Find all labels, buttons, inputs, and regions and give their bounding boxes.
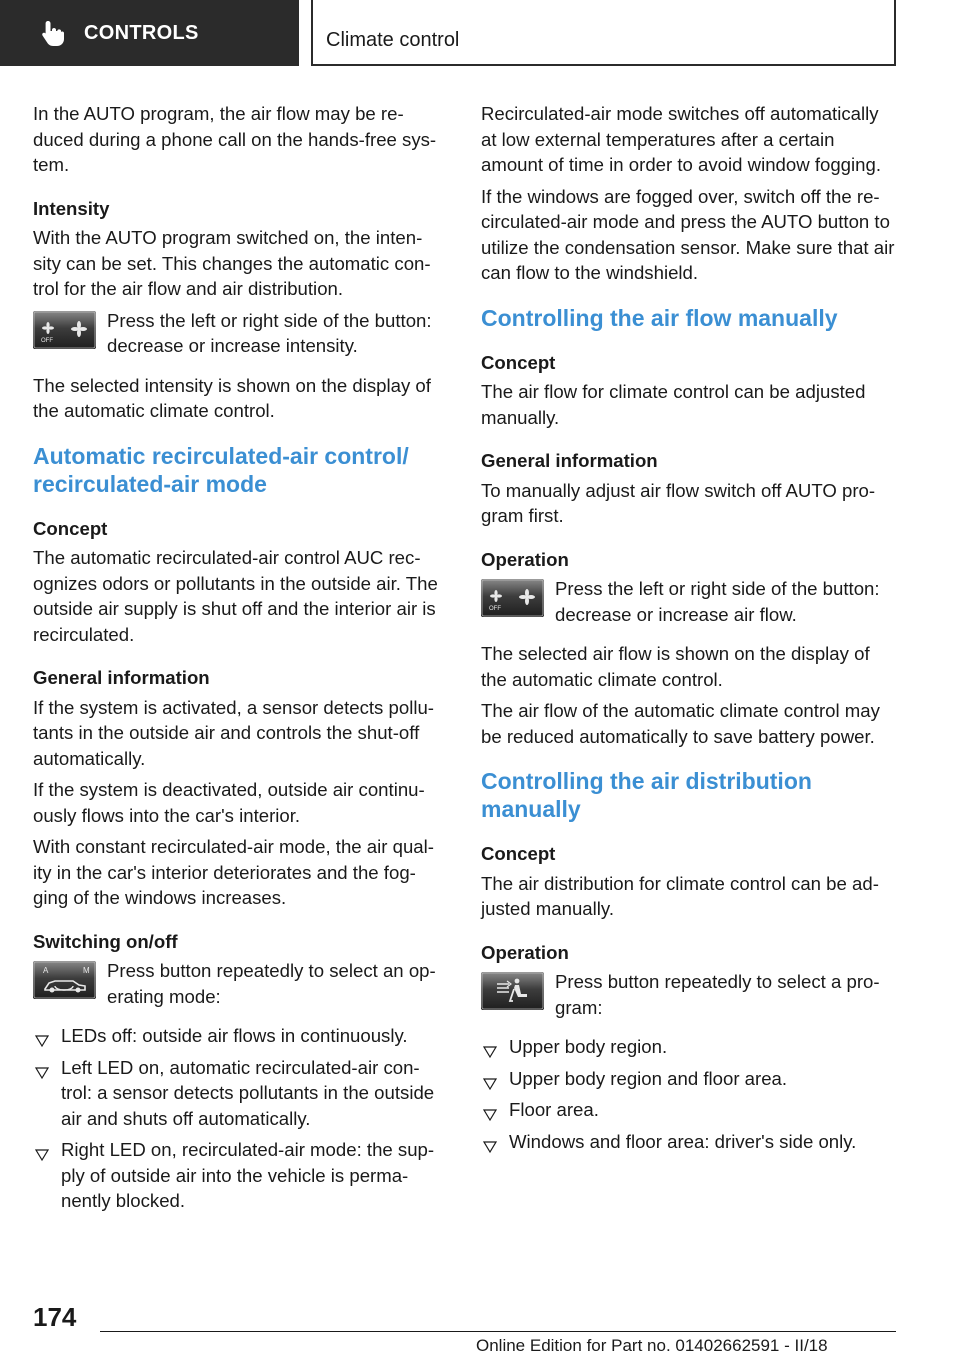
instruction-text: Press the left or right side of the button: decrease or increase intensity. bbox=[107, 309, 432, 356]
fan-airflow-button-icon bbox=[481, 579, 544, 617]
paragraph: The air flow for climate control can be adjusted manually. bbox=[481, 381, 866, 428]
page-number: 174 bbox=[33, 1302, 77, 1332]
right-column bbox=[481, 101, 897, 1160]
section-heading-recirculated-air: Automatic recirculated-air control/ recirculated-air mode bbox=[33, 442, 409, 497]
svg-text:M: M bbox=[83, 966, 90, 975]
chapter-title: Climate control bbox=[326, 29, 460, 51]
list-item: Right LED on, recirculated-air mode: the sup-ply of outside air into the vehicle is perma-nently blocked. bbox=[33, 1137, 449, 1214]
svg-text:OFF: OFF bbox=[489, 606, 501, 612]
section-heading-air-flow: Controlling the air flow manually bbox=[481, 304, 838, 331]
triangle-bullet-icon bbox=[483, 1072, 497, 1086]
fan-intensity-button-icon bbox=[33, 311, 96, 349]
distribution-programs-list bbox=[481, 1034, 897, 1154]
paragraph: The selected intensity is shown on the display of the automatic climate control. bbox=[33, 374, 431, 421]
subheading-concept: Concept bbox=[481, 843, 556, 864]
subheading-concept: Concept bbox=[481, 351, 556, 373]
list-item: Upper body region and floor area. bbox=[481, 1066, 897, 1092]
airflow-instruction bbox=[481, 576, 897, 627]
edition-note: Online Edition for Part no. 01402662591 - II/18 bbox=[476, 1336, 828, 1355]
triangle-bullet-icon bbox=[483, 1135, 497, 1149]
triangle-bullet-icon bbox=[35, 1029, 49, 1043]
air-distribution-button-icon bbox=[481, 972, 544, 1010]
paragraph: If the windows are fogged over, switch off the re-circulated-air mode and press the AUTO button to utilize the condensation sensor. Make sure that air can flow to the windshield. bbox=[481, 185, 895, 283]
section-heading-air-distribution: Controlling the air distribution manually bbox=[481, 768, 812, 822]
recirculation-button-icon bbox=[33, 961, 96, 999]
paragraph: The air flow of the automatic climate control may be reduced automatically to save battery power. bbox=[481, 700, 880, 747]
paragraph: To manually adjust air flow switch off AUTO pro-gram first. bbox=[481, 479, 876, 526]
paragraph: If the system is activated, a sensor detects pollu-tants in the outside air and controls the shut-off automatically. bbox=[33, 696, 434, 769]
list-item: Floor area. bbox=[481, 1097, 897, 1123]
svg-text:OFF: OFF bbox=[41, 337, 53, 344]
triangle-bullet-icon bbox=[35, 1061, 49, 1075]
instruction-text: Press the left or right side of the button: decrease or increase air flow. bbox=[555, 578, 880, 625]
list-item: Left LED on, automatic recirculated-air con-trol: a sensor detects pollutants in the outside air and shuts off automatically. bbox=[33, 1055, 449, 1132]
switching-instruction bbox=[33, 958, 449, 1009]
subheading-intensity: Intensity bbox=[33, 197, 110, 219]
triangle-bullet-icon bbox=[35, 1143, 49, 1157]
intensity-instruction bbox=[33, 308, 449, 359]
subheading-switching: Switching on/off bbox=[33, 930, 178, 952]
operating-modes-list bbox=[33, 1023, 449, 1214]
subheading-operation: Operation bbox=[481, 941, 569, 963]
paragraph: With the AUTO program switched on, the inten-sity can be set. This changes the automatic con-trol for the air flow and air distribution. bbox=[33, 227, 431, 299]
subheading-general-information: General information bbox=[481, 450, 658, 471]
instruction-text: Press button repeatedly to select an op-erating mode: bbox=[107, 960, 436, 1007]
paragraph: The selected air flow is shown on the display of the automatic climate control. bbox=[481, 643, 870, 690]
paragraph: In the AUTO program, the air flow may be re-duced during a phone call on the hands-free sys-tem. bbox=[33, 103, 437, 175]
paragraph: With constant recirculated-air mode, the air qual-ity in the car's interior deteriorates and the fog-ging of the windows increases. bbox=[33, 836, 434, 908]
list-item: Upper body region. bbox=[481, 1034, 897, 1060]
left-column bbox=[33, 101, 449, 1220]
paragraph: The automatic recirculated-air control AUC rec-ognizes odors or pollutants in the outside air. The outside air supply is shut off and the interior air is recirculated. bbox=[33, 547, 438, 645]
chapter-title-box bbox=[311, 0, 896, 66]
list-item: Windows and floor area: driver's side only. bbox=[481, 1129, 897, 1155]
section-tab bbox=[0, 0, 299, 66]
pointing-hand-icon bbox=[40, 19, 66, 47]
paragraph: If the system is deactivated, outside air continu-ously flows into the car's interior. bbox=[33, 779, 425, 826]
triangle-bullet-icon bbox=[483, 1040, 497, 1054]
footer-rule bbox=[100, 1331, 896, 1332]
paragraph: Recirculated-air mode switches off automatically at low external temperatures after a certain amount of time in order to avoid window fogging. bbox=[481, 103, 881, 175]
svg-text:A: A bbox=[43, 966, 49, 975]
paragraph: The air distribution for climate control can be ad-justed manually. bbox=[481, 872, 879, 919]
list-item: LEDs off: outside air flows in continuously. bbox=[33, 1023, 449, 1049]
instruction-text: Press button repeatedly to select a pro-gram: bbox=[555, 971, 880, 1018]
distribution-instruction bbox=[481, 969, 897, 1020]
subheading-concept: Concept bbox=[33, 517, 108, 539]
subheading-operation: Operation bbox=[481, 548, 569, 570]
triangle-bullet-icon bbox=[483, 1103, 497, 1117]
section-title: CONTROLS bbox=[84, 21, 199, 44]
subheading-general-information: General information bbox=[33, 667, 210, 688]
